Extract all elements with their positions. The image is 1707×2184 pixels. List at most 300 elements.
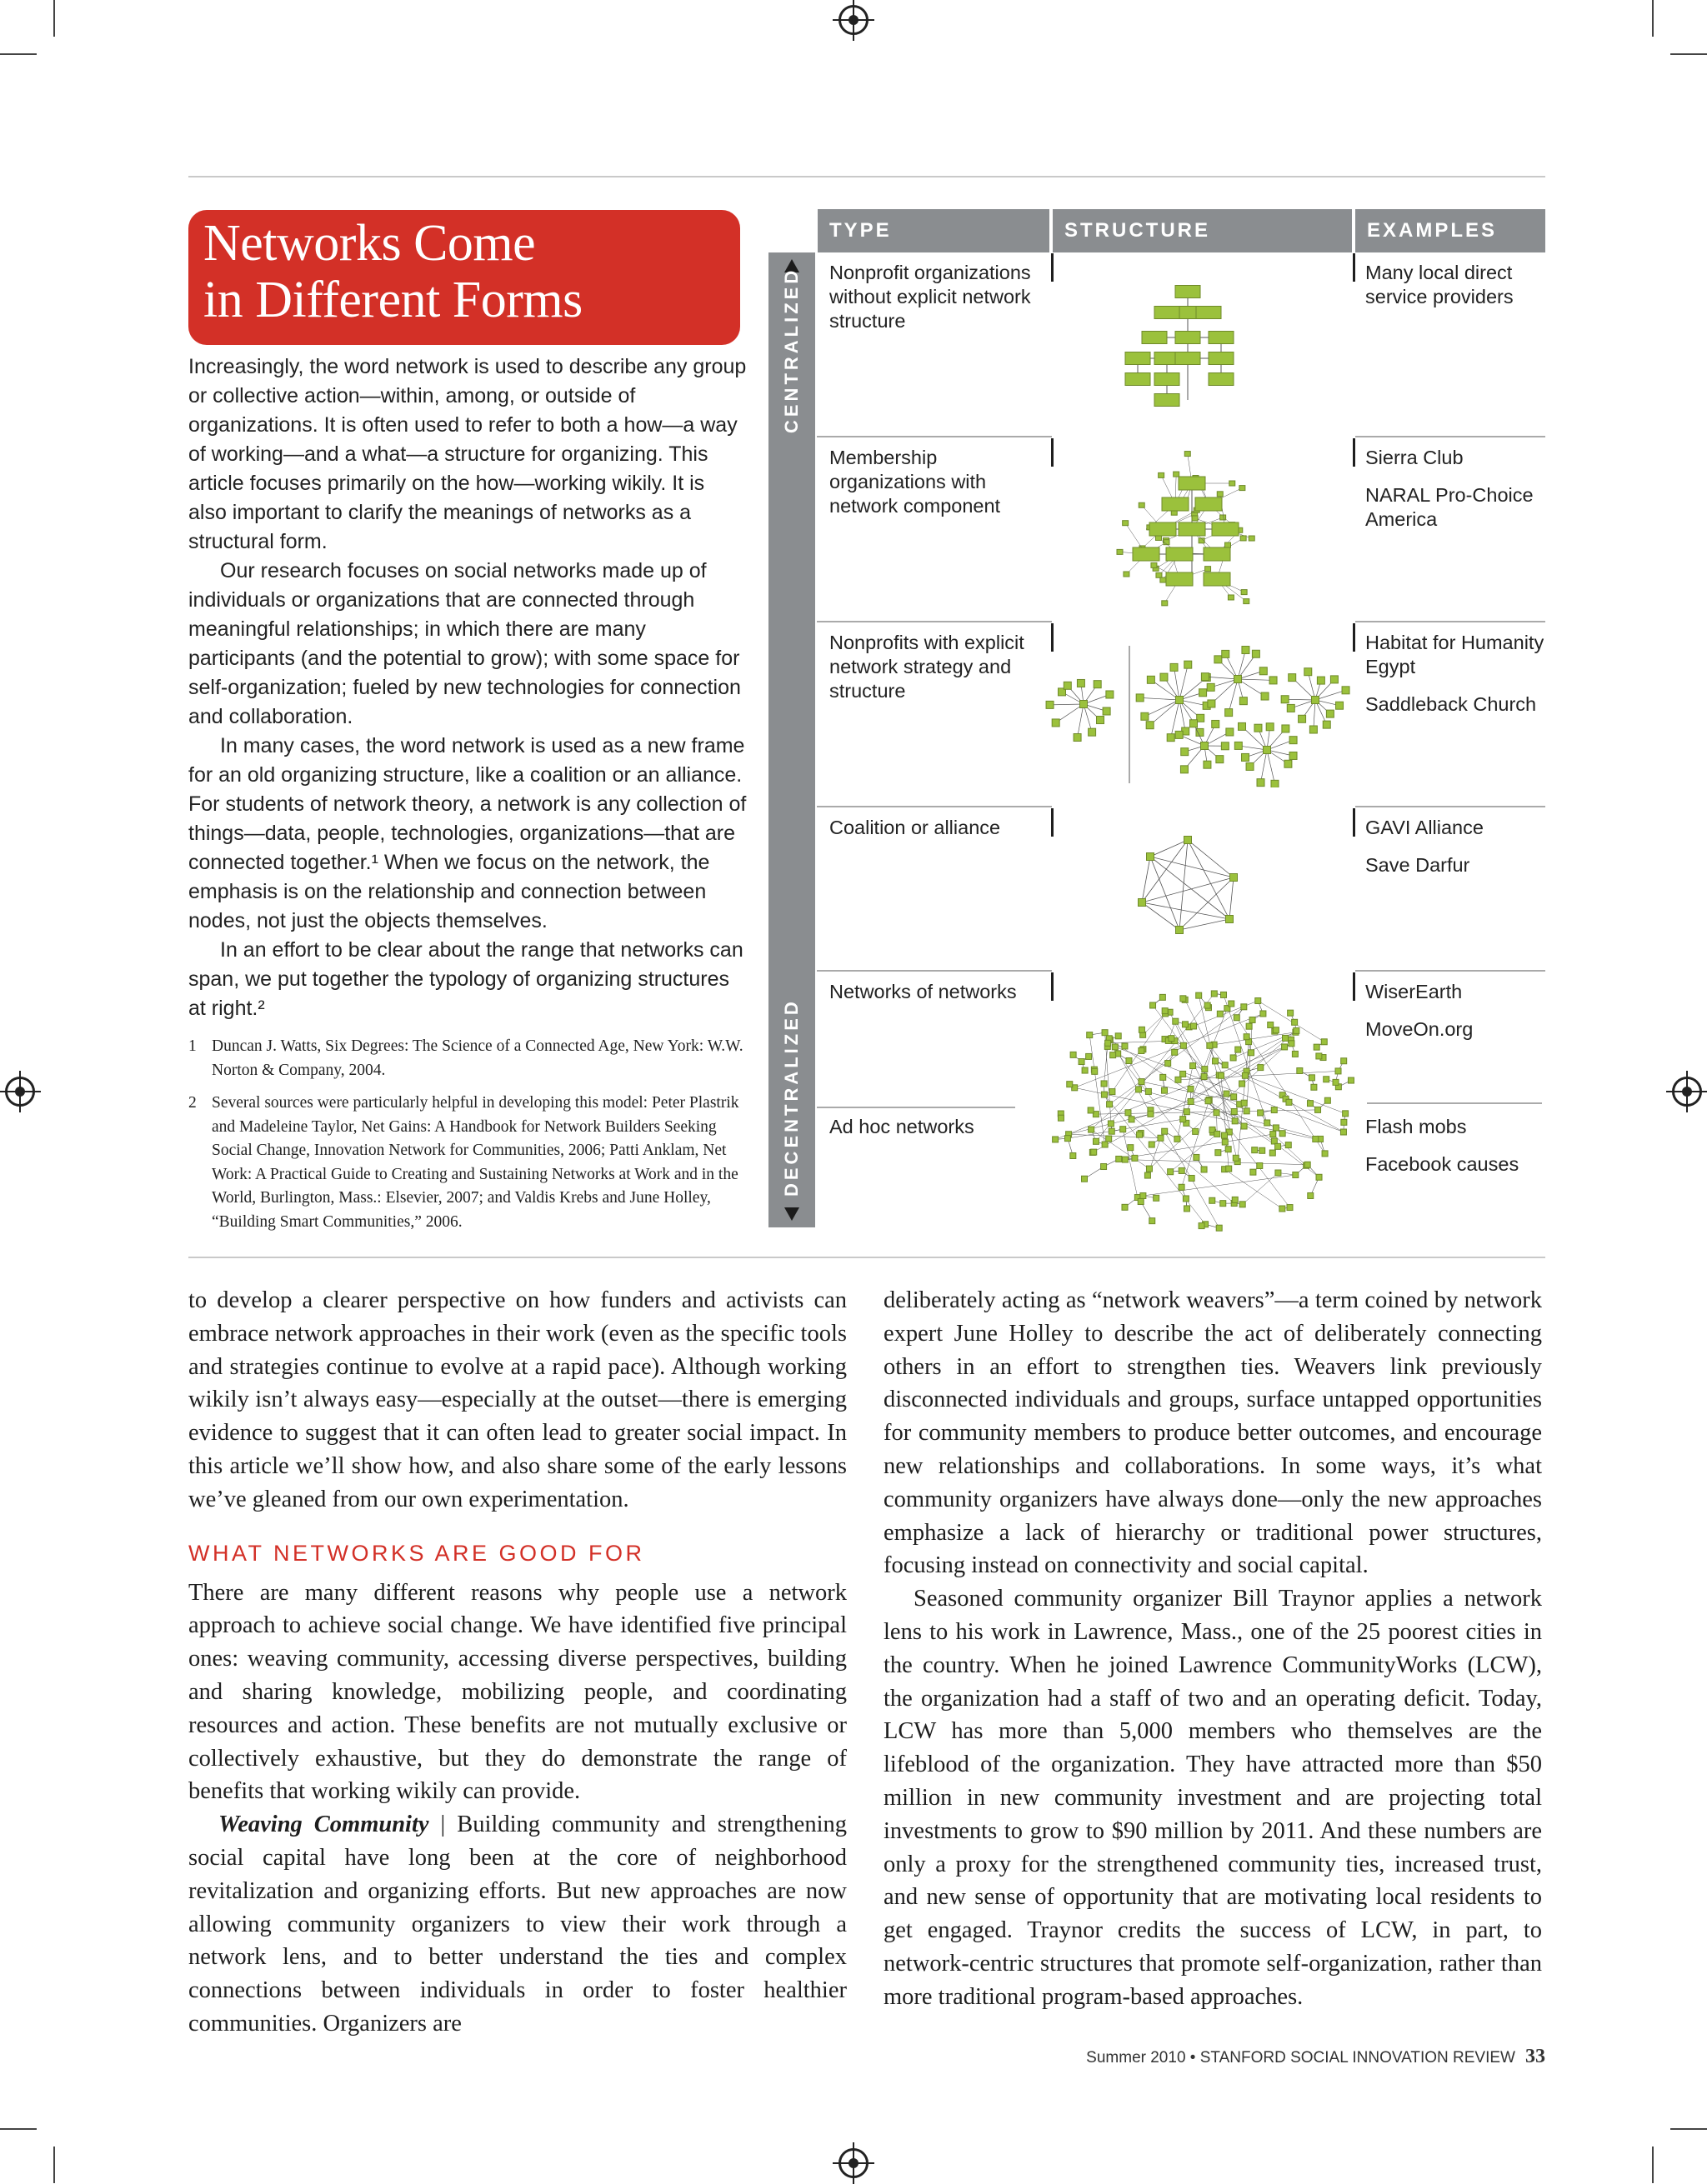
node [1313, 1136, 1319, 1142]
node [1323, 721, 1330, 728]
node [1294, 1027, 1299, 1033]
node [1258, 1065, 1264, 1071]
node [1231, 1094, 1237, 1100]
node [1064, 1136, 1070, 1142]
node [1239, 697, 1247, 705]
node [1141, 712, 1149, 720]
row-divider [1355, 970, 1545, 972]
node [1269, 677, 1277, 684]
node [1174, 1136, 1180, 1142]
link-line [1243, 1173, 1279, 1205]
node [1249, 1050, 1254, 1056]
node [1241, 1004, 1247, 1010]
node [1273, 1125, 1279, 1131]
node [1190, 1063, 1196, 1069]
node [1146, 722, 1154, 729]
node [1112, 1044, 1118, 1050]
link-line [1151, 680, 1179, 700]
column-tick [1051, 438, 1054, 467]
node [1233, 1155, 1239, 1161]
example-item: MoveOn.org [1365, 1017, 1544, 1042]
node [1101, 1092, 1107, 1097]
node [1117, 549, 1123, 554]
section-heading: WHAT NETWORKS ARE GOOD FOR [188, 1538, 847, 1568]
node [1147, 853, 1154, 861]
example-item: NARAL Pro-Choice America [1365, 483, 1544, 532]
node [1189, 1175, 1194, 1181]
node [1304, 1162, 1310, 1167]
node [1282, 725, 1289, 732]
node [1215, 1150, 1221, 1156]
node [1179, 477, 1205, 490]
node [1064, 682, 1071, 689]
node [1089, 1127, 1094, 1132]
node [1196, 728, 1204, 736]
node [1166, 547, 1193, 561]
node [1202, 1067, 1208, 1072]
link-line [1096, 993, 1214, 1141]
node [1271, 1107, 1277, 1113]
node [1321, 1039, 1327, 1045]
node [1139, 1027, 1144, 1032]
link-line [1118, 1053, 1196, 1157]
link-line [1142, 877, 1234, 902]
node [1116, 1156, 1122, 1162]
node [1074, 734, 1081, 742]
node [1204, 547, 1230, 561]
type-cell: Nonprofit organizations without explicit network structure [829, 261, 1042, 333]
link-line [1140, 697, 1179, 700]
node [1266, 723, 1274, 731]
node [1297, 1068, 1303, 1074]
link-line [1314, 700, 1315, 730]
link-line [1144, 700, 1179, 717]
row-divider [817, 806, 1052, 807]
node [1154, 307, 1179, 319]
node [1264, 747, 1271, 754]
node [1286, 1099, 1292, 1105]
examples-cell [1365, 446, 1544, 545]
node [1282, 1044, 1288, 1050]
node [1212, 522, 1239, 536]
row-divider [817, 621, 1052, 622]
node [1201, 1074, 1207, 1080]
node [1159, 472, 1164, 477]
trim-mark [1670, 2128, 1707, 2130]
node [1220, 515, 1226, 520]
node [1316, 1053, 1322, 1059]
node [1184, 661, 1192, 668]
intro-paragraph: In an effort to be clear about the range that networks can span, we put together the typology of organizing structures at right.² [188, 936, 747, 1023]
row-divider [817, 1107, 1015, 1108]
node [1244, 599, 1249, 604]
node [1162, 1087, 1168, 1093]
node [1268, 1022, 1274, 1027]
node [1287, 704, 1294, 712]
node [1275, 1170, 1281, 1176]
node [1184, 1206, 1189, 1212]
link-line [1179, 919, 1229, 930]
node [1160, 577, 1166, 582]
trim-mark [1652, 0, 1654, 37]
link-line [1239, 746, 1267, 750]
registration-mark-icon [838, 2148, 869, 2178]
node [1336, 702, 1344, 709]
node [1259, 667, 1267, 675]
node [1299, 715, 1306, 722]
node [1122, 1204, 1128, 1210]
sidebar-intro [188, 352, 747, 1023]
node [1239, 1202, 1245, 1207]
node [1225, 542, 1231, 547]
node [1324, 1097, 1330, 1103]
node [1222, 1062, 1228, 1068]
node [1330, 676, 1338, 683]
link-line [1142, 857, 1150, 902]
link-line [1078, 704, 1084, 737]
node [1211, 991, 1217, 997]
node [1140, 1192, 1146, 1198]
node [1209, 373, 1234, 386]
node [1175, 731, 1183, 738]
node [1217, 492, 1223, 497]
node [1226, 1166, 1232, 1172]
node [1275, 1143, 1281, 1149]
node [1142, 332, 1167, 344]
node [1136, 1087, 1142, 1092]
node [1192, 516, 1198, 521]
node [1348, 1077, 1354, 1083]
node [1188, 1098, 1194, 1104]
node [1148, 1111, 1154, 1117]
node [1176, 697, 1184, 704]
node [1309, 726, 1317, 733]
node [1144, 1172, 1150, 1178]
node [1284, 760, 1292, 767]
link-line [1123, 1129, 1138, 1197]
node [1340, 1129, 1346, 1135]
registration-mark-icon [1672, 1077, 1702, 1107]
node [1122, 1157, 1128, 1162]
node [1343, 1111, 1349, 1117]
node [1180, 996, 1186, 1002]
node [1120, 1127, 1126, 1132]
link-line [1179, 665, 1188, 700]
decentralized-network-diagram [1038, 983, 1371, 1242]
node [1180, 766, 1188, 773]
node [1311, 1084, 1317, 1090]
node [1261, 692, 1269, 700]
node [1182, 1022, 1188, 1027]
node [1257, 779, 1264, 787]
node [1146, 1166, 1152, 1172]
node [1174, 472, 1179, 477]
registration-mark-icon [5, 1077, 35, 1107]
node [1242, 647, 1249, 654]
node [1184, 837, 1192, 844]
node [1092, 1068, 1098, 1074]
node [1222, 650, 1229, 657]
node [1138, 1199, 1144, 1205]
node [1125, 373, 1150, 386]
run-in-heading: Weaving Community [218, 1812, 429, 1837]
node [1199, 689, 1207, 697]
node [1225, 1147, 1231, 1152]
node [1257, 1162, 1263, 1168]
node [1176, 927, 1184, 934]
link-line [1285, 699, 1315, 700]
coalition-diagram [1129, 832, 1246, 940]
node [1341, 1058, 1347, 1064]
node [1208, 700, 1215, 707]
link-line [1229, 679, 1238, 712]
link-line [1143, 1013, 1165, 1034]
node [1126, 1058, 1132, 1064]
node [1188, 1086, 1194, 1092]
node [1101, 1164, 1107, 1170]
node [1123, 521, 1129, 526]
body-paragraph: There are many different reasons why people use a network approach to achieve social change. We have identified five principal ones: weaving community, accessing diverse perspectives, building and sharing knowledge, mobilizing people, and coordinating resources and action. These benefits are not mutually exclusive or collectively exhaustive, but they do demonstrate the range of benefits that working wikily can provide. [188, 1577, 847, 1809]
node [1053, 1137, 1059, 1142]
node [1180, 1117, 1186, 1122]
body-column-left [188, 1284, 847, 2041]
node [1189, 720, 1197, 727]
link-line [1221, 1076, 1229, 1169]
example-item: Facebook causes [1365, 1152, 1544, 1177]
row-divider [1355, 621, 1545, 622]
node [1216, 1225, 1222, 1231]
node [1260, 1011, 1266, 1017]
trim-mark [53, 0, 55, 37]
node [1093, 1138, 1099, 1144]
node [1239, 1081, 1245, 1087]
node [1101, 1081, 1107, 1087]
node [1079, 1059, 1084, 1065]
node [1183, 1196, 1189, 1202]
body-paragraph: Seasoned community organizer Bill Traynor applies a network lens to his work in Lawrence, Mass., one of the 25 poorest cities in the country. When he joined Lawrence CommunityWorks (LCW), the organization had a staff of two and an operating deficit. Today, LCW has more than 5,000 members who themselves are the lifeblood of the organization. They have attracted more than $50 million in new community investment and are projecting total investments to grow to $90 million by 2011. And these numbers are only a proxy for the strengthened community ties, increased trust, and new sense of opportunity that are motivating local residents to get engaged. Traynor credits the success of LCW, in part, to network-centric structures that promote self-organization, rather than more traditional program-based approaches. [884, 1582, 1542, 2013]
node [1107, 1102, 1113, 1107]
node [1229, 1001, 1234, 1007]
node [1067, 1082, 1073, 1087]
node [1160, 673, 1168, 681]
link-line [1194, 1001, 1258, 1026]
node [1149, 522, 1176, 536]
examples-cell [1365, 261, 1544, 322]
link-line [1174, 667, 1179, 700]
row-divider [1355, 436, 1545, 437]
node [1246, 1023, 1252, 1029]
node [1255, 998, 1261, 1004]
node [1081, 1176, 1087, 1182]
node [1110, 1052, 1116, 1058]
examples-cell [1365, 1115, 1544, 1190]
node [1335, 1068, 1341, 1074]
example-item: Saddleback Church [1365, 692, 1544, 717]
node [1308, 1192, 1314, 1198]
body-paragraph: Weaving Community | Building community and strengthening social capital have long been at the core of neighborhood revitalization and organizing efforts. But new approaches are now allowing community organizers to view their work through a network lens, and to better understand the ties and complex connections between individuals in order to foster healthier communities. Organizers are [188, 1808, 847, 2041]
node [1246, 762, 1254, 770]
intro-paragraph: Increasingly, the word network is used to describe any group or collective action—within, among, or outside of organizations. It is often used to refer to both a how—a way of working—and a what—a structure for organizing. This article focuses primarily on the how—working wikily. It is also important to clarify the meanings of networks as a structural form. [188, 352, 747, 557]
node [1105, 1040, 1111, 1046]
node [1315, 1107, 1321, 1112]
node [1070, 1152, 1076, 1158]
node [1317, 677, 1324, 684]
node [1239, 486, 1245, 491]
node [1137, 1132, 1143, 1137]
node [1179, 1184, 1184, 1190]
node [1193, 1128, 1199, 1134]
node [1196, 992, 1202, 998]
node [1214, 1110, 1219, 1116]
node [1287, 1205, 1293, 1211]
page-number: 33 [1525, 2046, 1545, 2067]
node [1304, 668, 1312, 676]
node [1209, 352, 1234, 365]
node [1279, 1131, 1285, 1137]
node [1204, 1002, 1210, 1008]
column-tick [1353, 438, 1355, 467]
node [1212, 720, 1219, 727]
node [1292, 1051, 1298, 1057]
node [1169, 1036, 1174, 1042]
node [1159, 994, 1165, 1000]
node [1087, 1032, 1093, 1038]
row-divider [817, 436, 1052, 437]
example-item: Save Darfur [1365, 853, 1544, 877]
header-examples: EXAMPLES [1355, 209, 1545, 252]
node [1129, 1117, 1134, 1122]
node [1195, 497, 1222, 511]
hub-networks-diagram [1034, 637, 1350, 787]
node [1139, 1079, 1144, 1085]
link-line [1273, 1134, 1306, 1166]
node [1226, 728, 1234, 736]
node [1124, 572, 1129, 577]
node [1139, 1047, 1144, 1053]
type-cell: Coalition or alliance [829, 816, 1042, 840]
body-paragraph: deliberately acting as “network weavers”—a term coined by network expert June Holley to describe the act of deliberately connecting others in an effort to strengthen ties. Weavers link previously disconnected individuals and groups, surface untapped opportunities for community members to produce better outcomes, and encourage new relationships and collaborations. In some ways, it’s what community organizers have always done—only the new approaches emphasize a lack of hierarchy or traditional power structures, focusing instead on connectivity and social capital. [884, 1284, 1542, 1582]
axis-label-centralized: CENTRALIZED [781, 267, 803, 433]
node [1091, 1149, 1097, 1155]
node [1234, 1015, 1239, 1021]
sidebar-title: Networks Come in Different Forms [188, 210, 740, 328]
node [1250, 1169, 1256, 1175]
type-cell: Networks of networks [829, 980, 1042, 1004]
column-tick [1051, 808, 1054, 837]
page-footer [1086, 2046, 1545, 2068]
node [1207, 683, 1214, 691]
node [1209, 332, 1234, 344]
node [1252, 1147, 1258, 1153]
node [1314, 1044, 1319, 1050]
example-item: Flash mobs [1365, 1115, 1544, 1139]
top-rule [188, 176, 1545, 177]
node [1128, 1145, 1134, 1151]
node [1194, 1154, 1199, 1160]
link-line [1238, 650, 1245, 679]
node [1312, 697, 1319, 704]
node [1070, 1052, 1076, 1057]
node [1175, 352, 1200, 365]
node [1197, 714, 1204, 722]
node [1170, 663, 1178, 671]
link-line [1125, 1160, 1308, 1165]
column-tick [1353, 623, 1355, 652]
node [1102, 1142, 1108, 1147]
node [1244, 1108, 1249, 1114]
node [1249, 536, 1254, 541]
issue-line: Summer 2010 • STANFORD SOCIAL INNOVATION REVIEW [1086, 2049, 1515, 2067]
type-cell: Membership organizations with network component [829, 446, 1042, 518]
node [1249, 1017, 1255, 1022]
node [1288, 1010, 1294, 1016]
node [1179, 522, 1205, 536]
node [1285, 1142, 1291, 1148]
node [1207, 1042, 1213, 1048]
node [1158, 1135, 1164, 1141]
link-line [1069, 1134, 1160, 1137]
node [1205, 567, 1211, 572]
body-paragraph: to develop a clearer perspective on how funders and activists can embrace network approaches in their work (even as the specific tools and strategies continue to evolve at a rapid pace). Although working wikily isn’t always easy—especially at the outset—there is emerging evidence to suggest that it can often lead to greater social impact. In this article we’ll show how, and also share some of the early lessons we’ve gleaned from our own experimentation. [188, 1284, 847, 1517]
node [1109, 1128, 1114, 1134]
node [1168, 1169, 1174, 1175]
node [1180, 1071, 1186, 1077]
footnote-2: 2 Several sources were particularly helpful in developing this model: Peter Plastrik and Madeleine Taylor, Net Gains: A Handbook for Network Builders Seeking Social Change, Innovation Network for Communities, 2006; Patti Anklam, Net Work: A Practical Guide to Creating and Sustaining Networks at Work and in the World, Burlington, Mass.: Elsevier, 2007; and Valdis Krebs and June Holley, “Building Smart Communities,” 2006. [188, 1092, 747, 1234]
node [1122, 1043, 1128, 1049]
column-tick [1353, 808, 1355, 837]
node [1281, 696, 1289, 703]
node [1167, 734, 1174, 742]
link-line [1308, 672, 1315, 700]
node [1154, 373, 1179, 386]
node [1270, 1132, 1276, 1137]
node [1125, 352, 1150, 365]
node [1205, 1098, 1211, 1104]
node [1224, 1091, 1229, 1097]
node [1133, 547, 1159, 561]
examples-cell [1365, 631, 1544, 730]
node [1162, 497, 1189, 511]
node [1242, 1072, 1248, 1078]
node [1175, 332, 1200, 344]
node [1077, 679, 1084, 687]
link-line [1188, 840, 1229, 919]
node [1292, 1019, 1298, 1025]
section-divider [188, 1257, 1545, 1258]
row-divider [817, 970, 1052, 972]
node [1160, 1074, 1166, 1080]
node [1214, 1131, 1220, 1137]
header-type: TYPE [818, 209, 1049, 252]
trim-mark [53, 2147, 55, 2183]
node [1307, 1101, 1313, 1107]
axis-label-decentralized: DECENTRALIZED [781, 998, 803, 1197]
node [1204, 572, 1230, 586]
node [1222, 1139, 1228, 1145]
type-cell: Nonprofits with explicit network strategy and structure [829, 631, 1042, 703]
intro-paragraph: In many cases, the word network is used as a new frame for an old organizing structure, like a coalition or an alliance. For students of network theory, a network is any collection of things—data, people, technologies, organizations—that are connected together.¹ When we focus on the network, the emphasis is on the relationship and connection between nodes, not just the objects themselves. [188, 732, 747, 936]
node [1232, 1118, 1238, 1124]
node [1173, 1018, 1179, 1024]
node [1219, 1072, 1224, 1078]
node [1052, 719, 1059, 727]
examples-cell [1365, 980, 1544, 1055]
node [1088, 1107, 1094, 1113]
example-item: WiserEarth [1365, 980, 1544, 1004]
node [1230, 874, 1238, 882]
node [1221, 992, 1227, 997]
node [1180, 1042, 1186, 1048]
